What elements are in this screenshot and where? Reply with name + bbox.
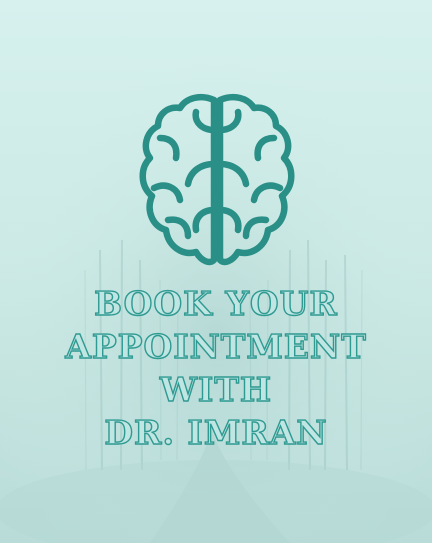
headline-line-1: BOOK YOUR xyxy=(94,284,338,323)
headline xyxy=(0,282,432,454)
headline-line-2: APPOINTMENT xyxy=(65,327,367,366)
brain-icon xyxy=(138,92,296,270)
headline-line-4: DR. IMRAN xyxy=(104,413,328,452)
headline-line-3: WITH xyxy=(159,370,273,409)
